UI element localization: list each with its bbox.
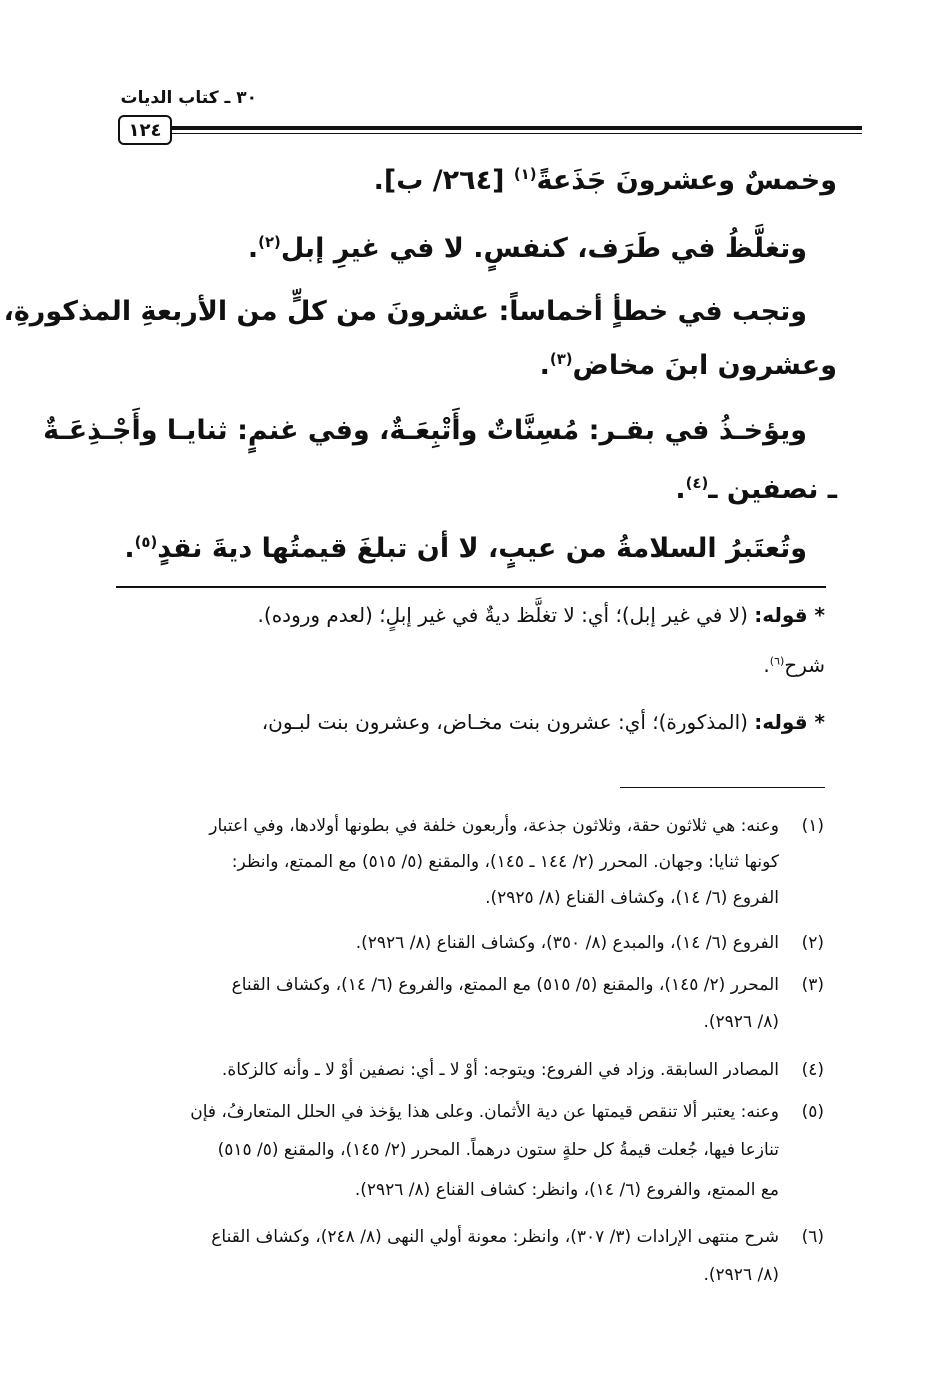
- footnote-ref: (٤): [685, 474, 709, 492]
- footnote-1-line-3: الفروع (٦/ ١٤)، وكشاف القناع (٨/ ٢٩٢٥).: [485, 888, 779, 908]
- main-line-2: وتغلَّظُ في طَرَف، كنفسٍ. لا في غيرِ إبل$^{(٢)}$.: [247, 233, 807, 264]
- footnote-number: (٦): [801, 1227, 824, 1247]
- main-line-5: ويؤخـذُ في بقـر: مُسِنَّاتٌ وأَتْبِعَـةٌ، وفي غنمٍ: ثنايـا وأَجْـذِعَـةٌ: [43, 415, 807, 446]
- footnote-5-line-3: مع الممتع، والفروع (٦/ ١٤)، وانظر: كشاف القناع (٨/ ٢٩٢٦).: [354, 1180, 779, 1200]
- footnote-2-line-1: الفروع (٦/ ١٤)، والمبدع (٨/ ٣٥٠)، وكشاف القناع (٨/ ٢٩٢٦).: [355, 933, 779, 953]
- footnote-4-line-1: المصادر السابقة. وزاد في الفروع: ويتوجه: أوْ لا ـ أي: نصفين أوْ لا ـ وأنه كالزكاة.: [221, 1060, 779, 1080]
- commentary-line-3: * قوله: (المذكورة)؛ أي: عشرون بنت مخـاض، وعشرون بنت لبـون،: [261, 710, 825, 734]
- footnote-5-line-1: وعنه: يعتبر ألا تنقص قيمتها عن دية الأثمان. وعلى هذا يؤخذ في الحلل المتعارفُ، فإن: [190, 1102, 779, 1122]
- main-line-1: وخمسٌ وعشرونَ جَذَعةً$^{(١)}$ [٢٦٤/ ب].: [373, 165, 837, 196]
- header-rule-thick: [172, 126, 862, 130]
- footnote-ref: (٦): [769, 654, 785, 668]
- page-number: ١٢٤: [118, 115, 172, 145]
- main-line-3: وتجب في خطأٍ أخماساً: عشرونَ من كلٍّ من الأربعةِ المذكورةِ،: [3, 296, 807, 327]
- footnote-number: (٣): [801, 975, 824, 995]
- footnote-5-line-2: تنازعا فيها، جُعلت قيمةُ كل حلةٍ ستون درهماً. المحرر (٢/ ١٤٥)، والمقنع (٥/ ٥١٥): [217, 1140, 779, 1160]
- commentary-line-2: شرح$^{(٦)}$.: [763, 653, 825, 677]
- footnote-number: (٢): [801, 933, 824, 953]
- footnote-1-line-2: كونها ثنايا: وجهان. المحرر (٢/ ١٤٤ ـ ١٤٥)، والمقنع (٥/ ٥١٥) مع الممتع، وانظر:: [231, 852, 779, 872]
- commentary-line-1: * قوله: (لا في غير إبل)؛ أي: لا تغلَّظ ديةٌ في غير إبلٍ؛ (لعدم وروده).: [257, 603, 825, 627]
- footnote-number: (٥): [801, 1102, 824, 1122]
- footnote-6-line-2: (٨/ ٢٩٢٦).: [703, 1265, 779, 1285]
- header-rule-thin: [172, 133, 862, 134]
- footnote-ref: (٥): [134, 533, 158, 551]
- footnote-1-line-1: وعنه: هي ثلاثون حقة، وثلاثون جذعة، وأربعون خلفة في بطونها أولادها، وفي اعتبار: [209, 816, 779, 836]
- footnote-ref: (٢): [258, 233, 281, 251]
- footnote-ref: (١): [513, 165, 537, 183]
- main-line-6: ـ نصفين ـ$^{(٤)}$.: [675, 474, 837, 505]
- footnote-ref: (٣): [549, 350, 573, 368]
- footnote-number: (١): [801, 816, 824, 836]
- footnote-number: (٤): [801, 1060, 824, 1080]
- footnotes-divider: [620, 787, 825, 788]
- main-line-4: وعشرون ابنَ مخاض$^{(٣)}$.: [539, 350, 837, 381]
- footnote-3-line-1: المحرر (٢/ ١٤٥)، والمقنع (٥/ ٥١٥) مع الممتع، والفروع (٦/ ١٤)، وكشاف القناع: [231, 975, 779, 995]
- footnote-3-line-2: (٨/ ٢٩٢٦).: [703, 1012, 779, 1032]
- commentary-divider: [116, 586, 826, 588]
- main-line-7: وتُعتَبرُ السلامةُ من عيبٍ، لا أن تبلغَ قيمتُها ديةَ نقدٍ$^{(٥)}$.: [124, 533, 807, 564]
- chapter-title: ٣٠ ـ كتاب الديات: [120, 88, 257, 108]
- footnote-6-line-1: شرح منتهى الإرادات (٣/ ٣٠٧)، وانظر: معونة أولي النهى (٨/ ٢٤٨)، وكشاف القناع: [211, 1227, 779, 1247]
